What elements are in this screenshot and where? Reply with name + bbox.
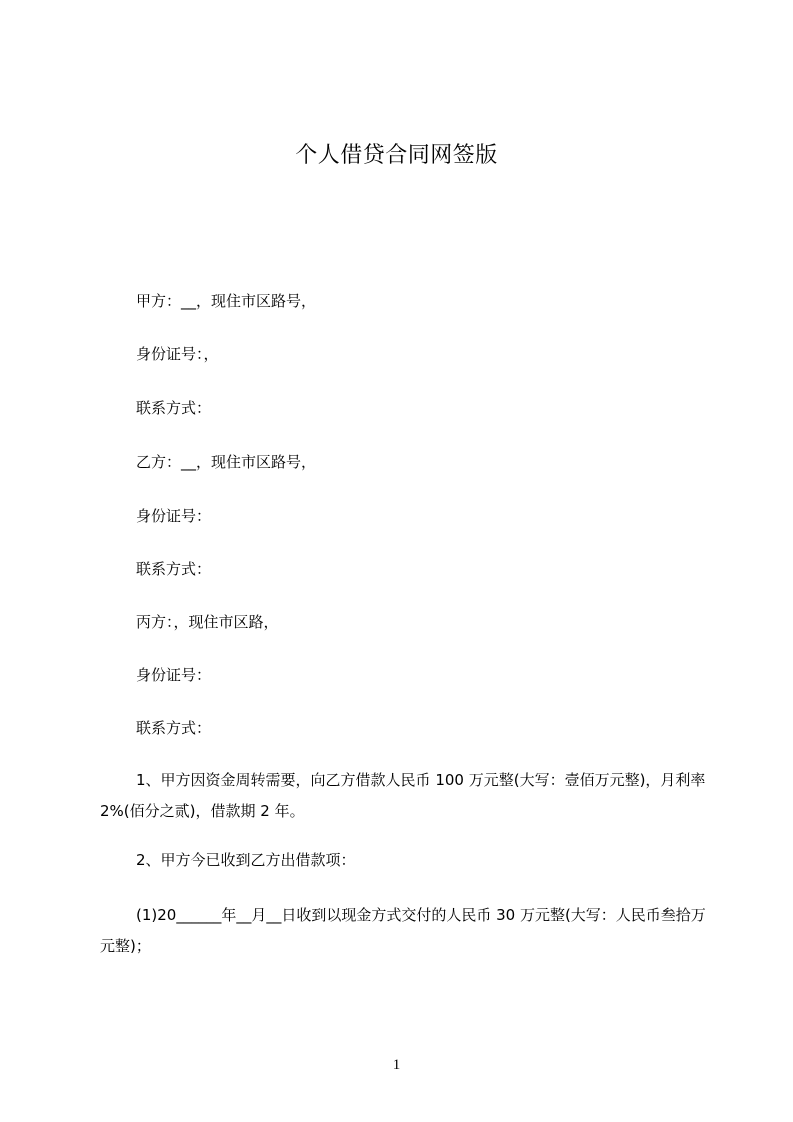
party-b-id-line: 身份证号： [136, 507, 212, 525]
party-b-contact-line: 联系方式： [136, 560, 212, 578]
clause-1 [100, 765, 712, 827]
party-a-id-line: 身份证号：， [136, 345, 219, 363]
clause-2-item-1-text: (1)20______年__月__日收到以现金方式交付的人民币 30 万元整(大写：人民币叁拾万元整)； [100, 906, 706, 955]
clause-2-item-1 [100, 900, 712, 962]
party-b-name-line: 乙方：__，现住市区路号， [136, 453, 317, 471]
clause-2-text: 2、甲方今已收到乙方出借款项： [136, 851, 356, 869]
party-c-contact-line: 联系方式： [136, 719, 212, 737]
party-a-name-line: 甲方：__，现住市区路号， [136, 292, 317, 310]
page-number: 1 [392, 1057, 401, 1073]
document-title: 个人借贷合同网签版 [295, 143, 498, 168]
party-c-id-line: 身份证号： [136, 666, 212, 684]
party-c-name-line: 丙方：，现住市区路， [136, 613, 279, 631]
party-a-contact-line: 联系方式： [136, 399, 212, 417]
clause-1-text: 1、甲方因资金周转需要，向乙方借款人民币 100 万元整(大写：壹佰万元整)，月利率 2%(佰分之贰)，借款期 2 年。 [100, 771, 706, 820]
clause-2 [100, 845, 712, 876]
